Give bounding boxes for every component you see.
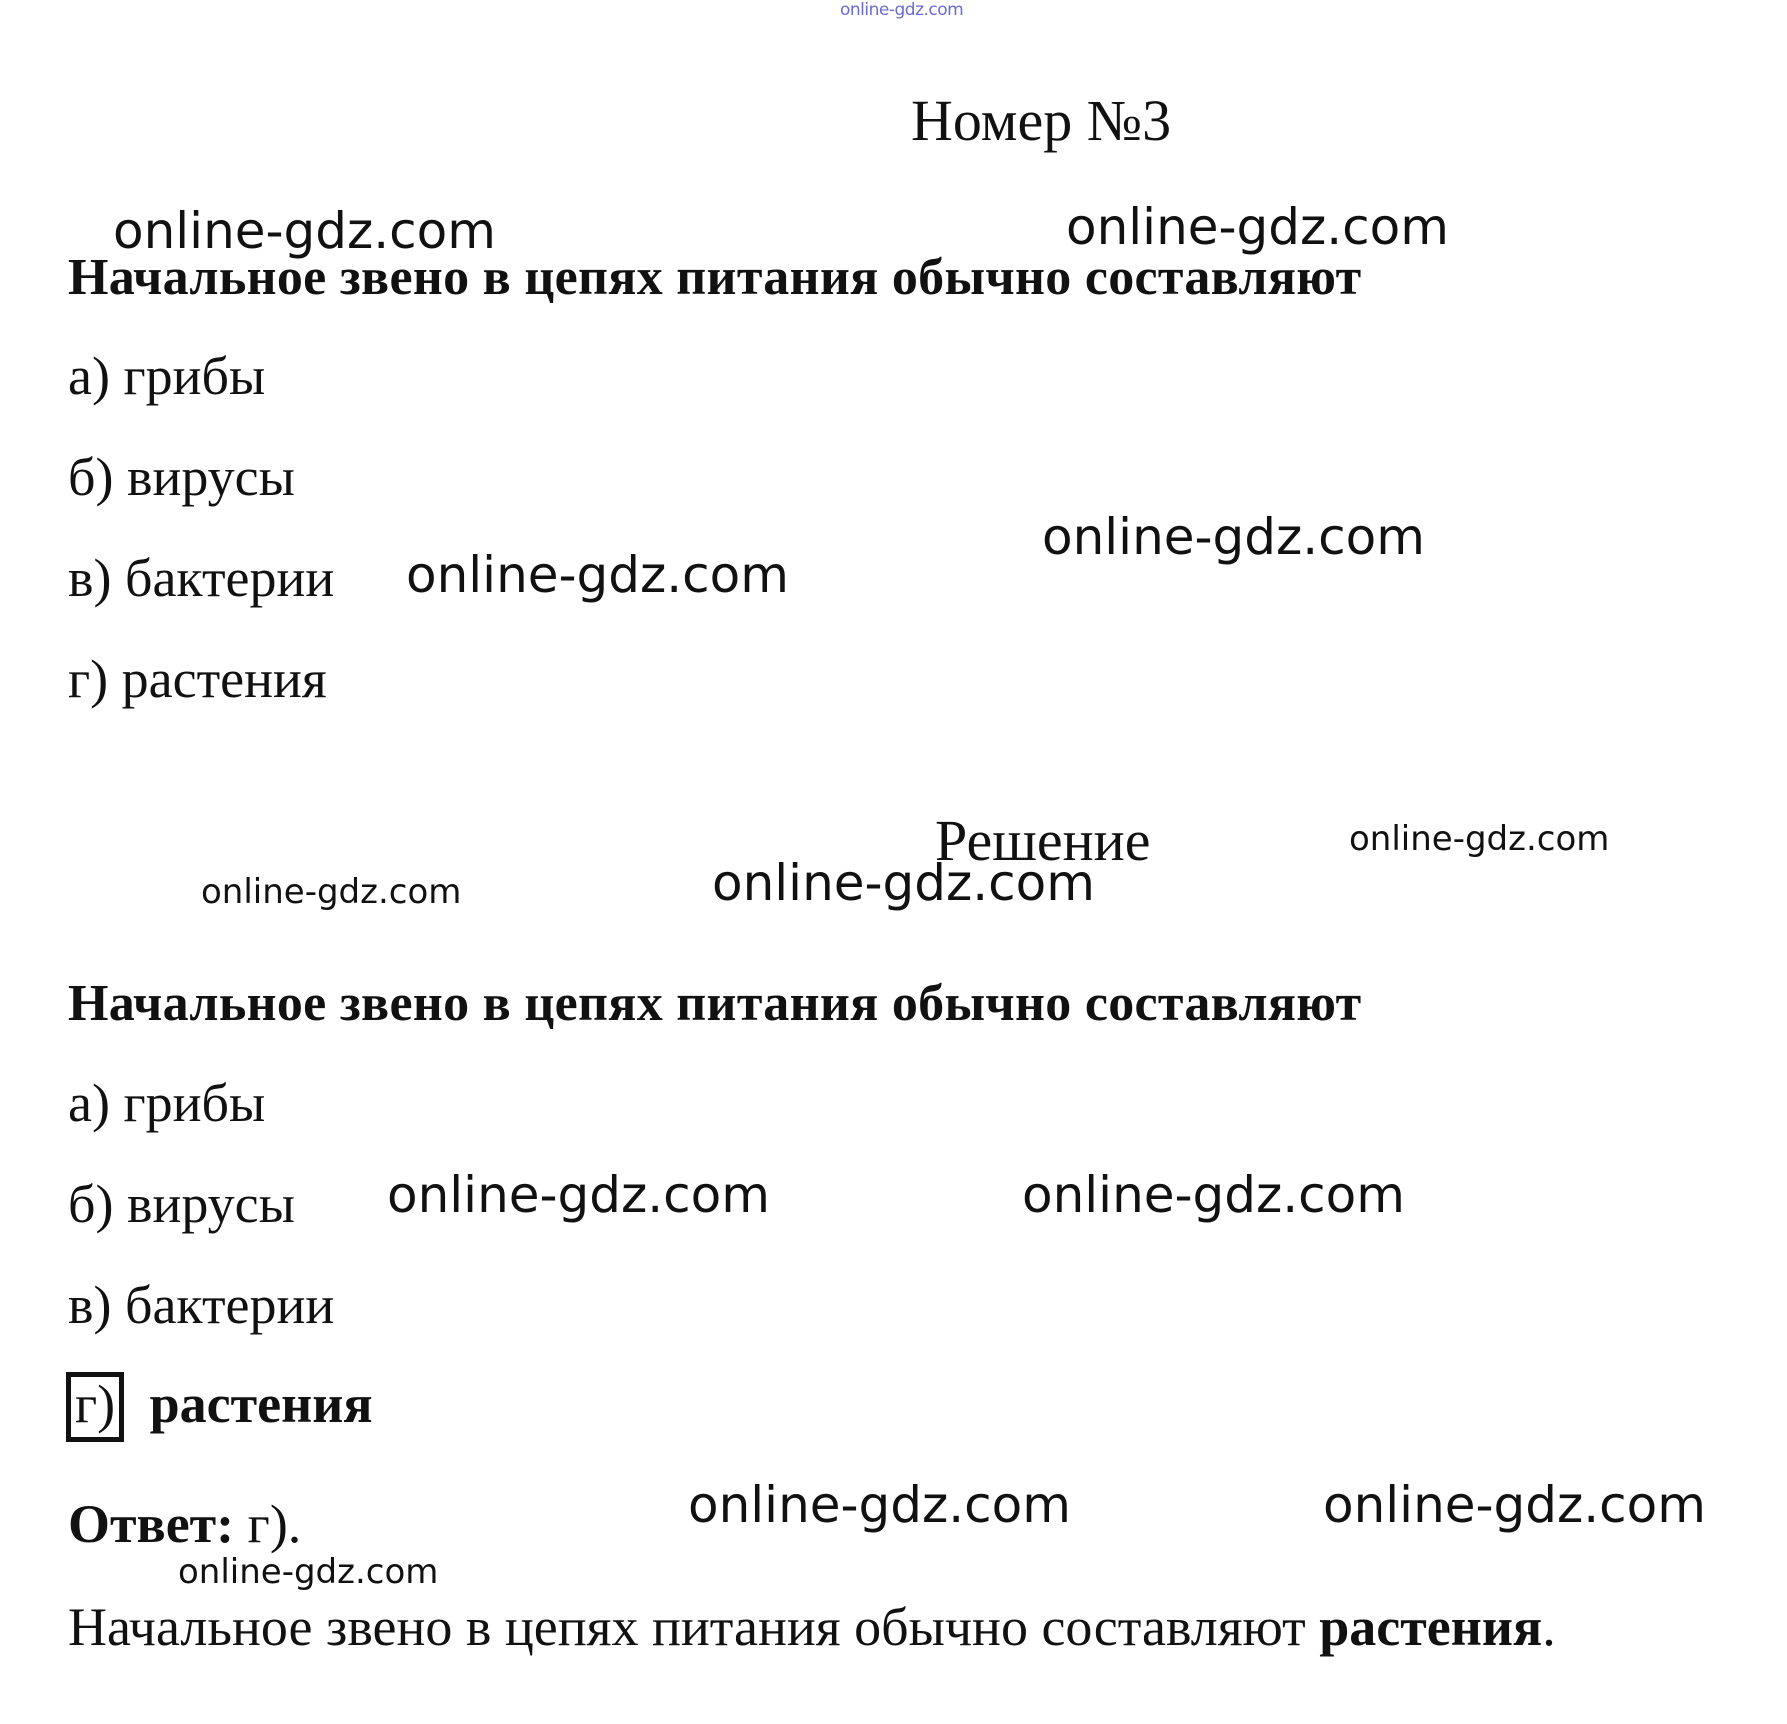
task-option-c: в) бактерии bbox=[68, 548, 335, 608]
watermark: online-gdz.com bbox=[387, 1166, 770, 1224]
conclusion-text: Начальное звено в цепях питания обычно составляют bbox=[68, 1597, 1306, 1657]
conclusion-sentence bbox=[68, 1597, 1556, 1657]
watermark: online-gdz.com bbox=[1066, 198, 1449, 256]
task-option-d: г) растения bbox=[68, 649, 327, 709]
task-option-b: б) вирусы bbox=[68, 447, 295, 507]
answer-value: г). bbox=[247, 1494, 302, 1554]
solution-option-a: а) грибы bbox=[68, 1073, 266, 1133]
watermark: online-gdz.com bbox=[201, 872, 462, 912]
solution-option-b: б) вирусы bbox=[68, 1174, 295, 1234]
watermark: online-gdz.com bbox=[1022, 1166, 1405, 1224]
solution-option-c: в) бактерии bbox=[68, 1275, 335, 1335]
watermark: online-gdz.com bbox=[1042, 508, 1425, 566]
conclusion-end: . bbox=[1542, 1597, 1556, 1657]
answer-label: Ответ: bbox=[68, 1494, 235, 1554]
selected-option-text: растения bbox=[149, 1374, 373, 1434]
answer-line bbox=[68, 1494, 302, 1554]
watermark: online-gdz.com bbox=[1349, 819, 1610, 859]
selected-letter-box: г) bbox=[66, 1372, 124, 1442]
conclusion-highlight: растения bbox=[1319, 1597, 1543, 1657]
watermark: online-gdz.com bbox=[1323, 1476, 1706, 1534]
task-option-a: а) грибы bbox=[68, 346, 266, 406]
solution-question: Начальное звено в цепях питания обычно составляют bbox=[68, 975, 1362, 1032]
watermark-top: online-gdz.com bbox=[840, 0, 964, 20]
solution-option-selected bbox=[66, 1372, 373, 1442]
watermark: online-gdz.com bbox=[712, 854, 1095, 912]
solution-heading: Решение bbox=[935, 808, 1151, 873]
watermark: online-gdz.com bbox=[406, 546, 789, 604]
task-question: Начальное звено в цепях питания обычно составляют bbox=[68, 249, 1362, 306]
page-title: Номер №3 bbox=[911, 88, 1172, 153]
watermark: online-gdz.com bbox=[688, 1476, 1071, 1534]
watermark: online-gdz.com bbox=[178, 1552, 439, 1592]
watermark: online-gdz.com bbox=[113, 202, 496, 260]
